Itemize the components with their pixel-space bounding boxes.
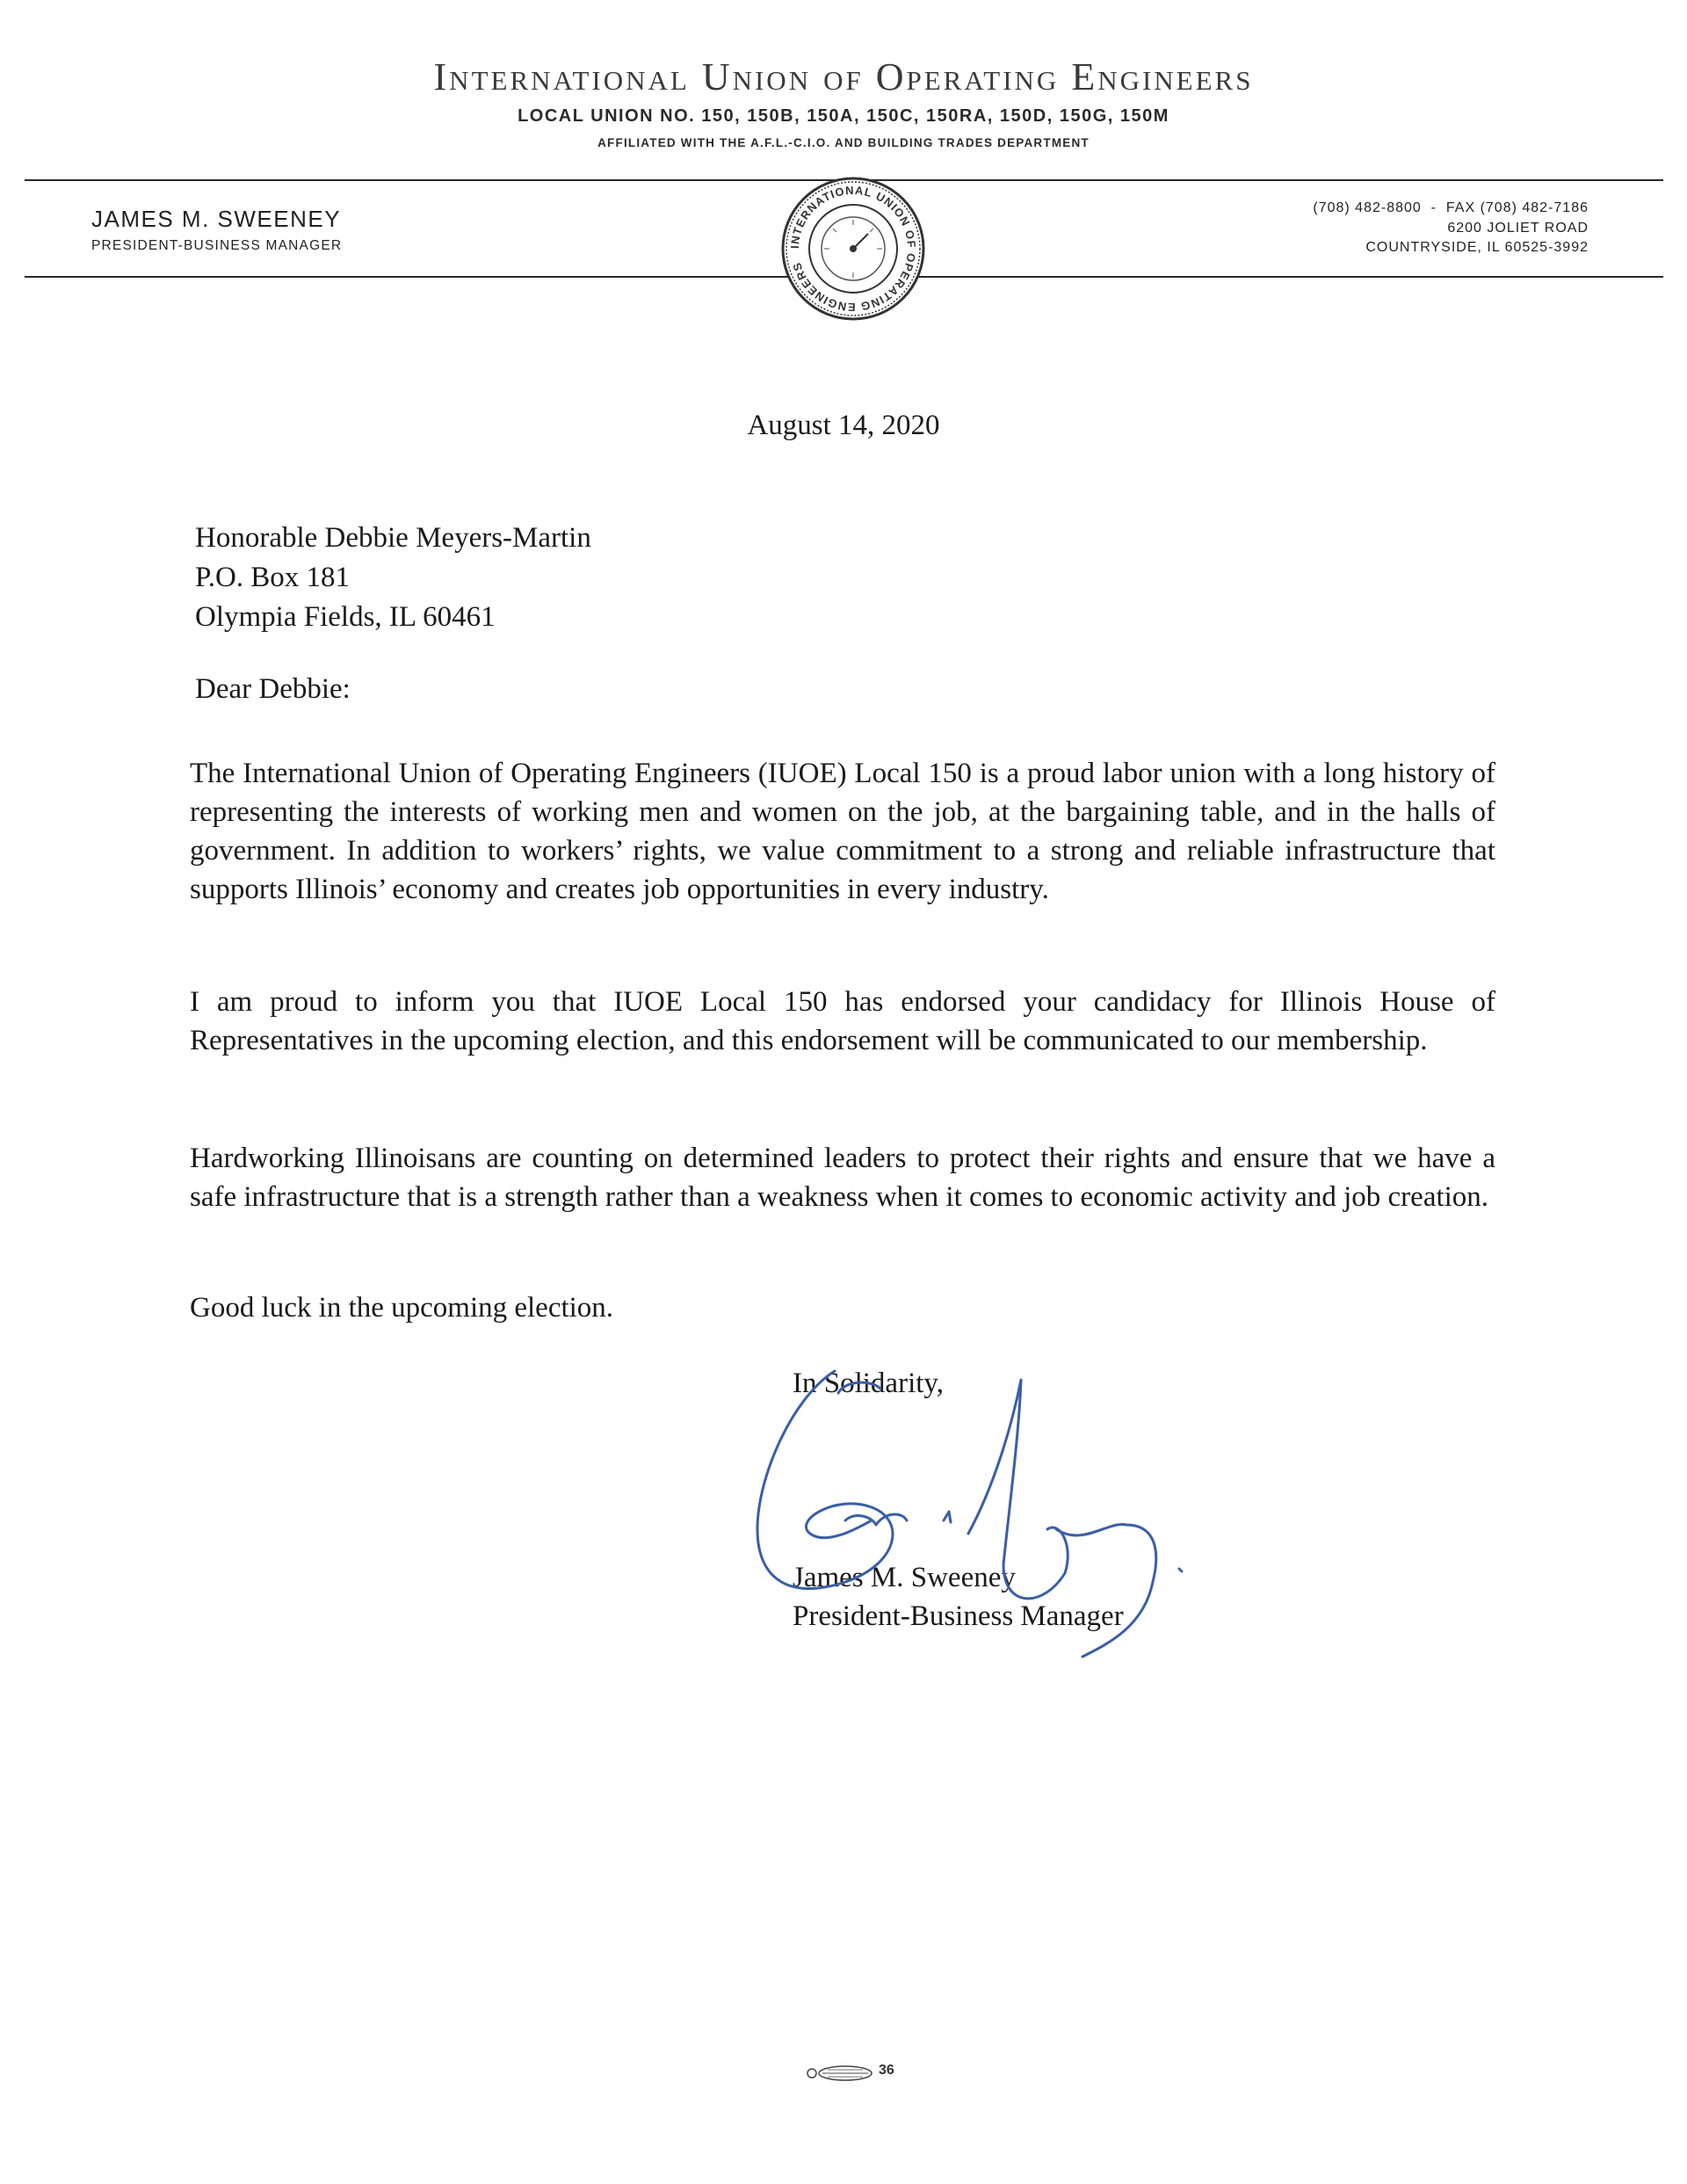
letterhead-contact xyxy=(1313,199,1589,258)
letter-date: August 14, 2020 xyxy=(747,410,940,441)
body-paragraph-2: I am proud to inform you that IUOE Local 150 has endorsed your candidacy for Illinois House of Representatives in the upcoming election, and this endorsement will be communicated to our membership. xyxy=(190,986,1495,1056)
letterhead-phone-fax: (708) 482-8800 - FAX (708) 482-7186 xyxy=(1313,200,1589,215)
body-paragraph-1: The International Union of Operating Engineers (IUOE) Local 150 is a proud labor union with a long history of representing the interests of working men and women on the job, at the bargaining table, and in the halls of government. In addition to workers’ rights, we value commitment to a strong and reliable infrastructure that supports Illinois’ economy and creates job opportunities in every industry. xyxy=(190,758,1495,905)
letterhead-locals: LOCAL UNION NO. 150, 150B, 150A, 150C, 150RA, 150D, 150G, 150M xyxy=(518,106,1169,126)
salutation: Dear Debbie: xyxy=(195,673,351,705)
recipient-address xyxy=(195,519,591,637)
letterhead-title: International Union of Operating Engineers xyxy=(433,55,1254,98)
handwritten-signature xyxy=(740,1345,1206,1661)
body-paragraph-4: Good luck in the upcoming election. xyxy=(190,1292,614,1324)
body-paragraph-3: Hardworking Illinoisans are counting on determined leaders to protect their rights and ensure that we have a safe infrastructure that is a strength rather than a weakness when it comes to economic activity and job creation. xyxy=(190,1143,1495,1213)
signer-title: President-Business Manager xyxy=(793,1600,1124,1632)
letterhead-city: COUNTRYSIDE, IL 60525-3992 xyxy=(1365,240,1589,255)
letterhead-affiliation: AFFILIATED WITH THE A.F.L.-C.I.O. AND BUILDING TRADES DEPARTMENT xyxy=(597,136,1090,149)
closing: In Solidarity, xyxy=(793,1368,945,1399)
signer-name: James M. Sweeney xyxy=(793,1562,1016,1593)
letterhead-sender-name: JAMES M. SWEENEY xyxy=(91,206,342,232)
letterhead-street: 6200 JOLIET ROAD xyxy=(1447,220,1589,236)
recipient-line-1: Honorable Debbie Meyers-Martin xyxy=(195,522,591,554)
recipient-line-3: Olympia Fields, IL 60461 xyxy=(195,601,496,633)
union-bug-number: 36 xyxy=(879,2063,894,2078)
svg-text:INTERNATIONAL UNION OF OPERATI: INTERNATIONAL UNION OF OPERATING ENGINEERS xyxy=(787,183,919,315)
union-seal-icon xyxy=(780,176,926,322)
letterhead-sender-role: PRESIDENT-BUSINESS MANAGER xyxy=(91,238,343,253)
recipient-line-2: P.O. Box 181 xyxy=(195,562,351,593)
